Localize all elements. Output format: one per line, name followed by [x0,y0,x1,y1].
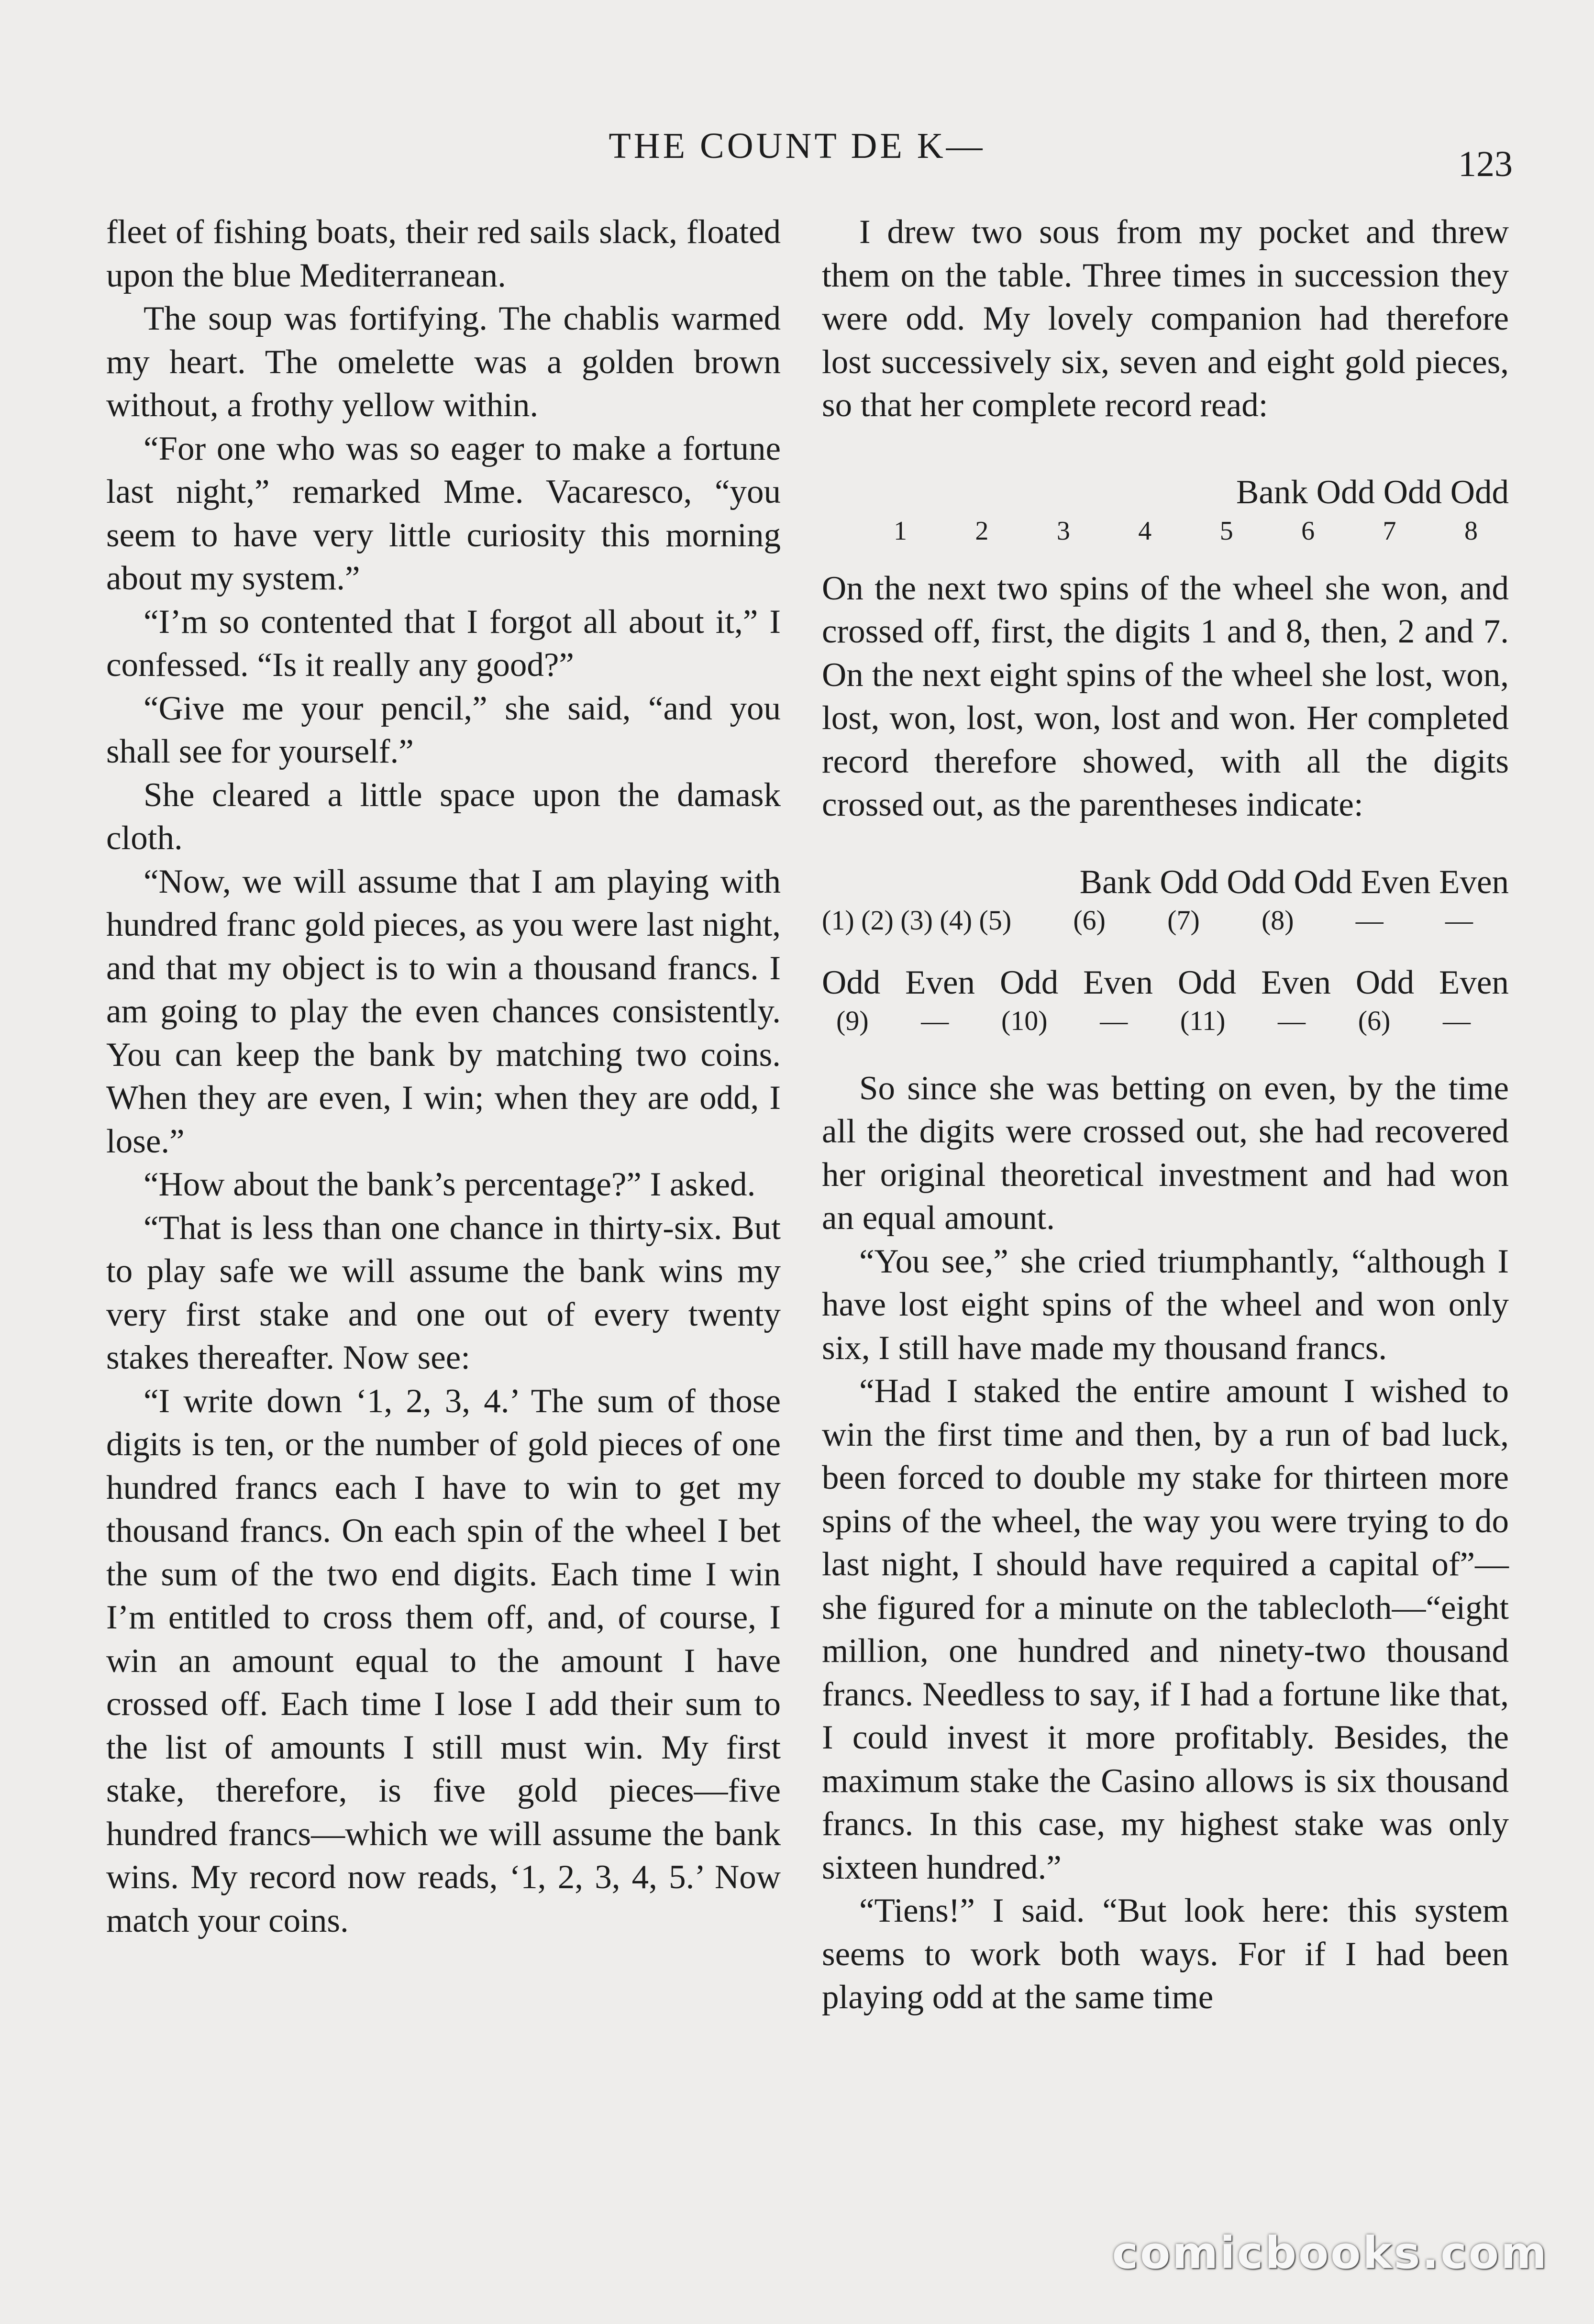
record-digit: 2 [975,516,989,546]
record-entry: (6) [1358,1005,1391,1036]
record-word: Even [905,963,975,1001]
paragraph: “Had I staked the entire amount I wished to win the first time and then, by a run of bad luck, been forced to double my stake for thirteen more spins of the wheel, the way you were trying to do last night, I should have required a capital of”—she figured for a minute on the tablecloth—“eight million, one hundred and ninety-two thousand francs. Needless to say, if I had a fortune like that, I could invest it more profitably. Besides, the maximum stake the Casino allows is six thousand francs. In this case, my highest stake was only sixteen hundred.” [822,1372,1509,1886]
paragraph: “You see,” she cried triumphantly, “although I have lost eight spins of the wheel and won only six, I still have made my thousand francs. [822,1242,1509,1367]
record-digit: 7 [1383,516,1396,546]
paragraph: “I write down ‘1, 2, 3, 4.’ The sum of those digits is ten, or the number of gold pieces of one hundred francs each I have to win to get my thousand francs. On each spin of the wheel I bet the sum of the two end digits. Each time I win I’m entitled to cross them off, and, of course, I win an amount equal to the amount I have crossed off. Each time I lose I add their sum to the list of amounts I still must win. My first stake, therefore, is five gold pieces—five hundred francs—which we will assume the bank wins. My record now reads, ‘1, 2, 3, 4, 5.’ Now match your coins. [106,1382,781,1939]
record-entry: — [1443,1005,1471,1036]
page-number: 123 [1458,144,1513,184]
paragraph: “Now, we will assume that I am playing with hundred franc gold pieces, as you were last night, and that my object is to win a thousand francs. I am going to play the even chances consistently. You can keep the bank by matching two coins. When they are even, I win; when they are odd, I lose.” [106,863,781,1160]
record-word: Even [1083,963,1153,1001]
record-digit: 5 [1219,516,1233,546]
record-word: Odd [999,963,1059,1001]
record-entry: (7) [1167,904,1200,936]
running-header: THE COUNT DE K— [609,126,985,166]
record-two-words [822,962,1509,1004]
paragraph: fleet of fishing boats, their red sails slack, floated upon the blue Mediterranean. [106,213,781,294]
paragraph: “How about the bank’s percentage?” I asked. [144,1166,756,1203]
record-two-row-one [822,903,1509,938]
record-digit: 6 [1301,516,1315,546]
right-column [822,210,1509,2019]
record-word: Even [1439,963,1509,1001]
paragraph: “For one who was so eager to make a fortune last night,” remarked Mme. Vacaresco, “you seem to have very little curiosity this morning about my system.” [106,430,781,597]
paragraph: The soup was fortifying. The chablis warmed my heart. The omelette was a golden brown without, a frothy yellow within. [106,300,781,424]
record-word: Even [1261,963,1331,1001]
record-digit: 8 [1464,516,1478,546]
left-column [106,210,781,1942]
watermark-logo: comicbooks.com [1112,2227,1549,2279]
record-digit: 4 [1138,516,1152,546]
paragraph: I drew two sous from my pocket and threw them on the table. Three times in succession they were odd. My lovely companion had therefore lost successively six, seven and eight gold pieces, so that her complete record read: [822,213,1509,424]
record-word: Odd [822,963,881,1001]
record-two-row-two [822,1004,1509,1038]
record-entry: (11) [1180,1005,1226,1036]
record-digit: 1 [894,516,907,546]
paragraph: On the next two spins of the wheel she won, and crossed off, first, the digits 1 and 8, then, 2 and 7. On the next eight spins of the wheel she lost, won, lost, won, lost, won, lost and won. Her completed record therefore showed, with all the digits crossed out, as the parentheses indicate: [822,569,1509,823]
record-one-digits [822,514,1509,548]
record-digit: 3 [1056,516,1070,546]
record-word: Odd [1177,963,1237,1001]
record-entry: — [1278,1005,1306,1036]
record-entry: (8) [1261,904,1294,936]
paragraph: “Tiens!” I said. “But look here: this system seems to work both ways. For if I had been playing odd at the same time [822,1892,1509,2016]
record-entry: (9) [836,1005,869,1036]
paragraph: “That is less than one chance in thirty-six. But to play safe we will assume the bank wins my very first stake and one out of every twenty stakes thereafter. Now see: [106,1209,781,1376]
record-one-header: Bank Odd Odd Odd [1236,473,1509,511]
record-entry: — [1355,904,1384,936]
paragraph: She cleared a little space upon the damask cloth. [106,776,781,857]
paragraph: So since she was betting on even, by the time all the digits were crossed out, she had recovered her original theoretical investment and had won an equal amount. [822,1069,1509,1237]
record-entry: — [1100,1005,1128,1036]
record-entry: — [921,1005,949,1036]
record-entry: (1) (2) (3) (4) (5) [822,904,1012,936]
record-entry: (6) [1073,904,1106,936]
paragraph: “Give me your pencil,” she said, “and you shall see for yourself.” [106,689,781,770]
paragraph: “I’m so contented that I forgot all about it,” I confessed. “Is it really any good?” [106,603,781,684]
record-two-header: Bank Odd Odd Odd Even Even [1079,863,1509,901]
record-entry: (10) [1001,1005,1048,1036]
record-word: Odd [1355,963,1415,1001]
record-entry: — [1445,904,1473,936]
